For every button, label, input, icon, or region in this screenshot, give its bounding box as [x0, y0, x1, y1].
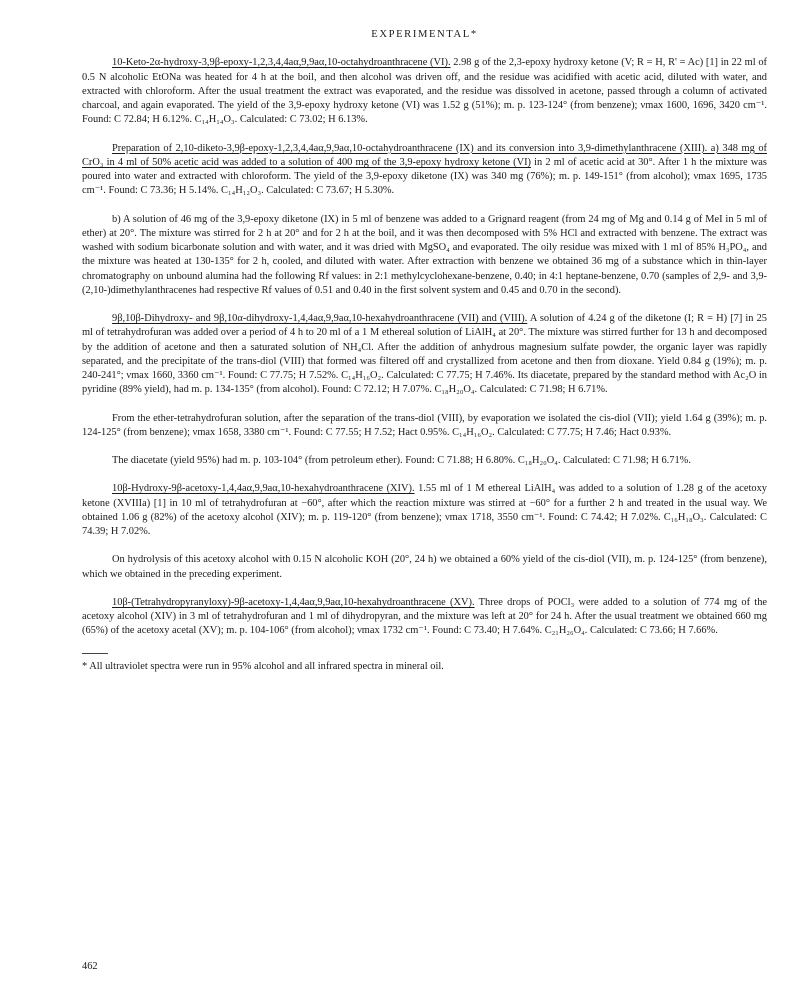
paragraph-body: b) A solution of 46 mg of the 3,9-epoxy diketone (IX) in 5 ml of benzene was added to a Grignard reagent (from 24 mg of Mg and 0.14 g of MeI in 5 ml of ether) at 20°. The mixture was stirred for 2 h at 20° and for 2 h at the boil, and it was then decomposed with 5% HCl and extracted with benzene. The extract was washed with sodium bicarbonate solution and with water, and it was dried with MgSO₄ and evaporated. The oily residue was mixed with 1 ml of 85% H₃PO₄, and the mixture was heated at 130-135° for 2 h, cooled, and diluted with water. After extraction with benzene we obtained 36 mg of a substance which in thin-layer chromatography on unbound alumina had the following Rf values: in 2:1 methylcyclohexane-benzene, 0.40; in 4:1 heptane-benzene, 0.70 (samples of 2,9- and 3,9-(2,10-)dimethylanthracenes had respective Rf values of 0.51 and 0.40 in the first solvent system and 0.45 and 0.70 in the second).	[82, 213, 767, 296]
compound-title: 9β,10β-Dihydroxy- and 9β,10α-dihydroxy-1,4,4aα,9,9aα,10-hexahydroanthracene (VII) and (VIII).	[112, 313, 528, 324]
paragraph-body: On hydrolysis of this acetoxy alcohol with 0.15 N alcoholic KOH (20°, 24 h) we obtained a 60% yield of the cis-diol (VII), m. p. 124-125° (from benzene), which we obtained in the preceding experiment.	[82, 554, 767, 580]
paragraph	[82, 454, 767, 468]
paragraph-body: Three drops of POCl₃ were added to a solution of 774 mg of the acetoxy alcohol (XIV) in 3 ml of tetrahydrofuran and 1 ml of dihydropyran, and the mixture was left at 20° for 24 h. After the usual treatment we obtained 660 mg (65%) of the acetoxy acetal (XV); m. p. 104-106° (from alcohol); νmax 1732 cm⁻¹. Found: C 73.40; H 7.64%. C₂₁H₂₆O₄. Calculated: C 73.66; H 7.66%.	[82, 596, 767, 637]
paragraph-body: 1.55 ml of 1 M ethereal LiAlH₄ was added to a solution of 1.28 g of the acetoxy ketone (XVIIIa) [1] in 10 ml of tetrahydrofuran at −60°, after which the reaction mixture was stirred at −60° for a further 2 h and treated in the usual way. We obtained 1.06 g (82%) of the acetoxy alcohol (XIV); m. p. 119-120° (from benzene); νmax 1718, 3550 cm⁻¹. Found: C 74.42; H 7.02%. C₁₆H₁₈O₃. Calculated: C 74.39; H 7.02%.	[82, 483, 768, 537]
paragraph	[82, 213, 767, 299]
paragraph	[82, 312, 767, 398]
compound-title: 10-Keto-2α-hydroxy-3,9β-epoxy-1,2,3,4,4aα,9,9aα,10-octahydroanthracene (VI).	[112, 57, 451, 69]
footnote-divider	[82, 653, 108, 654]
paragraph	[82, 553, 767, 582]
compound-title: 10β-Hydroxy-9β-acetoxy-1,4,4aα,9,9aα,10-hexahydroanthracene (XIV).	[112, 483, 415, 495]
paragraph	[82, 142, 767, 199]
compound-title: Preparation of 2,10-diketo-3,9β-epoxy-1,2,3,4,4aα,9,9aα,10-octahydroanthracene (IX) and its conversion into 3,9-dimethylanthracene (XIII). a) 348 mg of CrO₃ in 4 ml of 50% acetic acid was added to a solution of 400 mg of the 3,9-epoxy hydroxy ketone (VI)	[82, 142, 767, 168]
section-heading: EXPERIMENTAL*	[371, 29, 478, 40]
footnote: * All ultraviolet spectra were run in 95% alcohol and all infrared spectra in mineral oil.	[82, 660, 444, 672]
paragraph	[82, 482, 767, 539]
paragraph	[82, 412, 767, 441]
paragraph	[82, 596, 767, 639]
paragraph-body: 2.98 g of the 2,3-epoxy hydroxy ketone (V; R = H, R' = Ac) [1] in 22 ml of 0.5 N alcoholic EtONa was heated for 4 h at the boil, and then alcohol was driven off, and the residue was acidified with acetic acid, diluted with water, and extracted with chloroform. After the usual treatment the extract was evaporated, and the residue was dissolved in acetone, passed through a column of activated charcoal, and again evaporated. The yield of the 3,9-epoxy hydroxy ketone (VI) was 1.52 g (51%); m. p. 123-124° (from benzene); νmax 1600, 1696, 3420 cm⁻¹. Found: C 72.84; H 6.12%. C₁₄H₁₄O₃. Calculated: C 73.02; H 6.13%.	[82, 57, 767, 126]
page-number: 462	[82, 961, 98, 972]
paragraph-body: A solution of 4.24 g of the diketone (I; R = H) [7] in 25 ml of tetrahydrofuran was added over a period of 4 h to 20 ml of a 1 M ethereal solution of LiAlH₄ at 20°. The mixture was stirred further for 13 h and decomposed by the addition of acetone and then a saturated solution of NH₄Cl. After the addition of anhydrous magnesium sulfate powder, the organic layer was rapidly separated, and the precipitate of the trans-diol (VIII) that formed was filtered off and crystallized from acetone and then from dioxane. Yield 0.84 g (19%); m. p. 240-241°; νmax 1660, 3360 cm⁻¹. Found: C 77.75; H 7.52%. C₁₄H₁₆O₂. Calculated: C 77.75; H 7.46%. Its diacetate, prepared by the standard method with Ac₂O in pyridine (89% yield), had m. p. 134-135° (from alcohol). Found: C 72.12; H 7.07%. C₁₈H₂₀O₄. Calculated: C 71.98; H 6.71%.	[82, 313, 767, 396]
compound-title: 10β-(Tetrahydropyranyloxy)-9β-acetoxy-1,4,4aα,9,9aα,10-hexahydroanthracene (XV).	[112, 596, 475, 608]
paragraph	[82, 56, 767, 127]
paragraph-body: The diacetate (yield 95%) had m. p. 103-104° (from petroleum ether). Found: C 71.88; H 6.80%. C₁₈H₂₀O₄. Calculated: C 71.98; H 6.71%.	[112, 455, 691, 466]
paragraph-body: From the ether-tetrahydrofuran solution, after the separation of the trans-diol (VIII), by evaporation we isolated the cis-diol (VII); yield 1.64 g (39%); m. p. 124-125° (from benzene); νmax 1658, 3380 cm⁻¹. Found: C 77.55; H 7.52; Hact 0.95%. C₁₄H₁₆O₂. Calculated: C 77.75; H 7.46; Hact 0.93%.	[82, 412, 767, 438]
paragraph-body: in 2 ml of acetic acid at 30°. After 1 h the mixture was poured into water and extracted with chloroform. The yield of the 3,9-epoxy diketone (IX) was 340 mg (76%); m. p. 149-151° (from alcohol); νmax 1695, 1735 cm⁻¹. Found: C 73.36; H 5.14%. C₁₄H₁₂O₃. Calculated: C 73.67; H 5.30%.	[82, 156, 767, 197]
